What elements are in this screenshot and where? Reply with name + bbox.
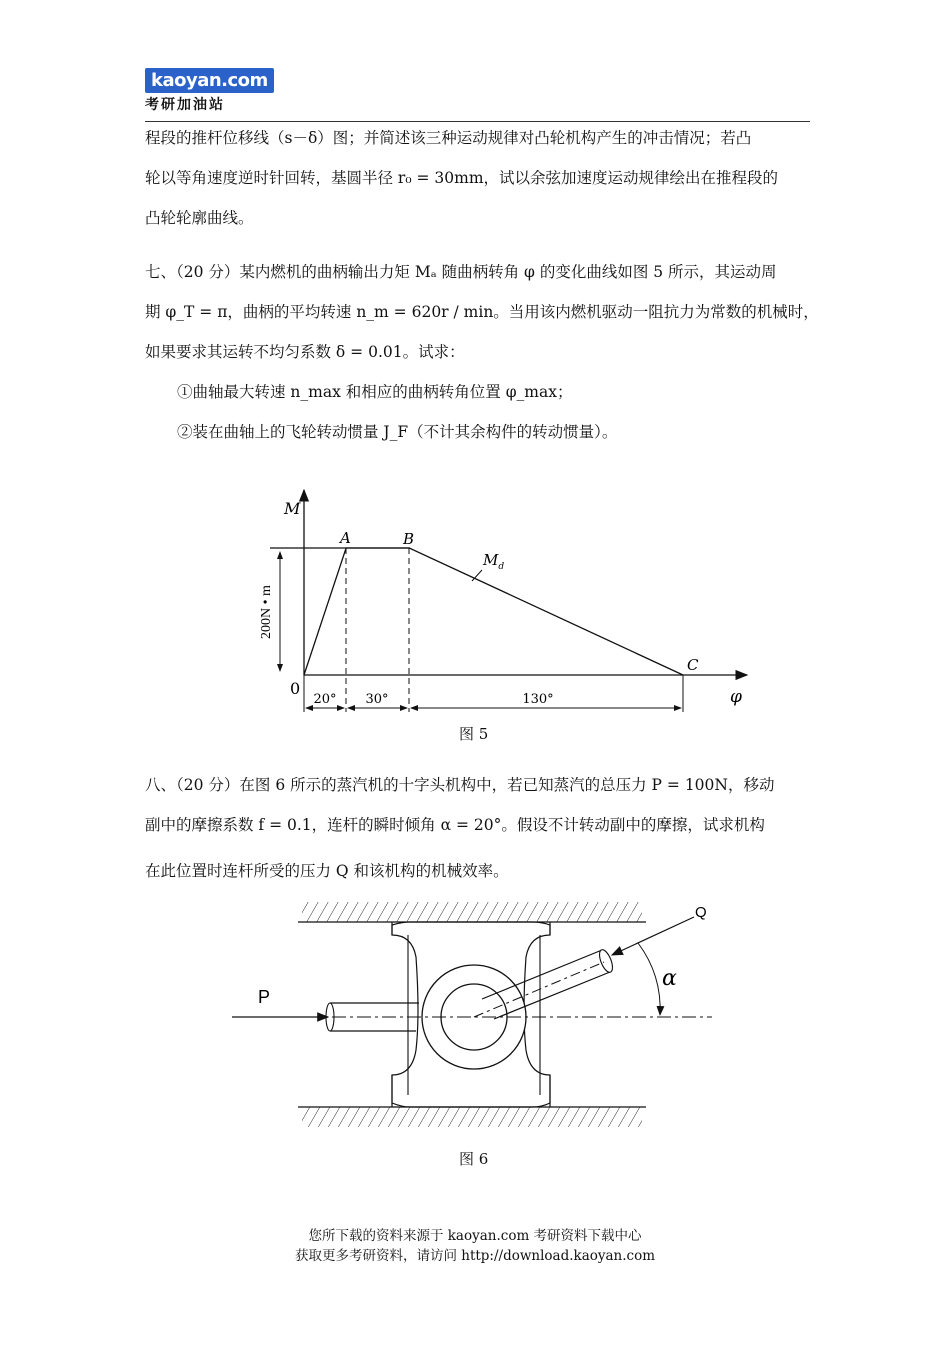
y-dimension-label: 200N • m (259, 585, 274, 639)
force-p-label: P (258, 987, 271, 1007)
crosshead-bottom-shoe (392, 1075, 550, 1107)
angle-arc (638, 943, 660, 1015)
interval-20-label: 20° (313, 692, 337, 707)
crosshead-left-cheek (392, 922, 418, 1107)
q8-line-1: 八、（20 分）在图 6 所示的蒸汽机的十字头机构中，若已知蒸汽的总压力 P = 100N，移动 (145, 776, 775, 794)
curve-label-sub: d (498, 562, 505, 572)
upper-guide-hatch (302, 902, 642, 922)
point-a-label: A (340, 529, 351, 547)
angle-label: α (662, 966, 677, 991)
page-footer (0, 1226, 950, 1266)
figure-6-caption: 图 6 (459, 1150, 489, 1168)
figure-5-caption: 图 5 (459, 725, 489, 743)
point-b-label: B (403, 530, 415, 548)
q8-line-2: 副中的摩擦系数 f = 0.1，连杆的瞬时倾角 α = 20°。假设不计转动副中的摩擦，试求机构 (145, 816, 765, 834)
logo-text: kaoyan.com (145, 68, 274, 93)
interval-130-label: 130° (522, 692, 554, 707)
y-axis-label: M (284, 499, 301, 518)
logo-subtitle: 考研加油站 (145, 97, 225, 113)
force-q-label: Q (695, 904, 707, 921)
figure-6-diagram (232, 895, 722, 1140)
q7-item-2: ②装在曲轴上的飞轮转动惯量 J_F（不计其余构件的转动惯量）。 (177, 423, 618, 441)
force-q-arrow (612, 917, 694, 955)
curve-label-main: M (483, 551, 499, 569)
interval-30-label: 30° (365, 692, 389, 707)
figure-5-chart (250, 480, 760, 730)
crosshead-right-cheek (524, 922, 550, 1107)
curve-label (482, 551, 504, 572)
q6-line-3: 凸轮轮廓曲线。 (145, 209, 254, 227)
q6-line-2: 轮以等角速度逆时针回转，基圆半径 r₀ = 30mm，试以余弦加速度运动规律绘出在推程段的 (145, 169, 779, 187)
site-logo (145, 68, 268, 114)
footer-line-1: 您所下载的资料来源于 kaoyan.com 考研资料下载中心 (308, 1228, 642, 1244)
lower-guide-hatch (302, 1107, 642, 1127)
q7-line-3: 如果要求其运转不均匀系数 δ = 0.01。试求： (145, 343, 465, 361)
q6-line-1: 程段的推杆位移线（s－δ）图；并简述该三种运动规律对凸轮机构产生的冲击情况；若凸 (145, 129, 752, 147)
connecting-rod-end (597, 948, 615, 974)
point-c-label: C (687, 656, 699, 674)
q7-line-1: 七、（20 分）某内燃机的曲柄输出力矩 Mₐ 随曲柄转角 φ 的变化曲线如图 5 所示，其运动周 (145, 263, 777, 281)
q8-line-3: 在此位置时连杆所受的压力 Q 和该机构的机械效率。 (145, 862, 509, 880)
q7-item-1: ①曲轴最大转速 n_max 和相应的曲柄转角位置 φ_max； (177, 383, 573, 401)
x-axis-label: φ (730, 687, 742, 707)
origin-label: 0 (290, 679, 301, 698)
question-6-tail (145, 118, 810, 238)
q7-line-2: 期 φ_T = π，曲柄的平均转速 n_m = 620r / min。当用该内燃机驱动一阻抗力为常数的机械时， (145, 303, 819, 321)
footer-line-2: 获取更多考研资料，请访问 http://download.kaoyan.com (294, 1248, 656, 1264)
question-7 (145, 252, 819, 452)
question-8 (145, 765, 810, 891)
crosshead-top-shoe (392, 922, 550, 935)
